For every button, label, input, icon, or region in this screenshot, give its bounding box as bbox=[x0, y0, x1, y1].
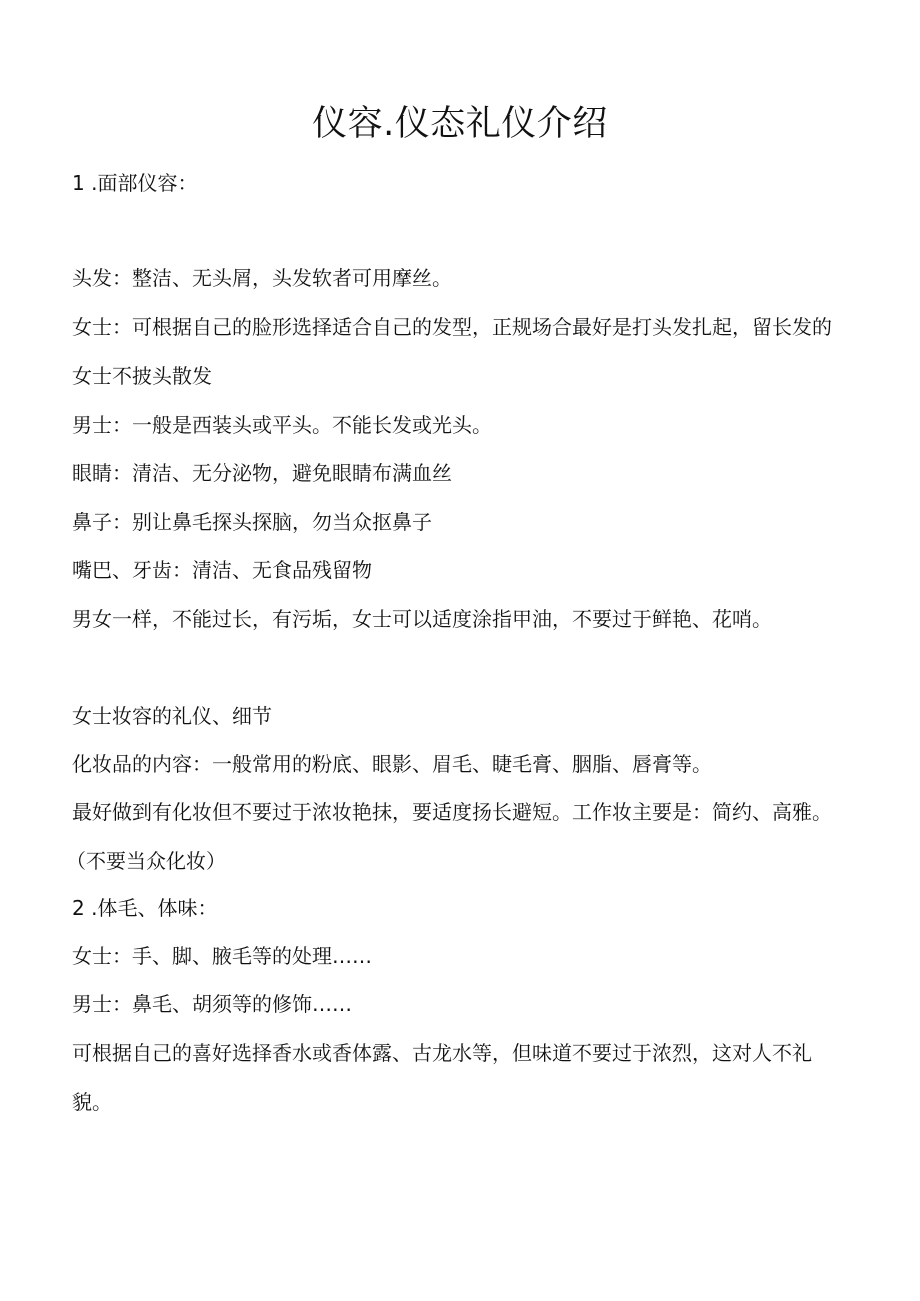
paragraph-line: 男士：鼻毛、胡须等的修饰…… bbox=[72, 992, 352, 1016]
paragraph-line: 可根据自己的喜好选择香水或香体露、古龙水等，但味道不要过于浓烈，这对人不礼 bbox=[72, 1041, 812, 1065]
paragraph-line: 化妆品的内容：一般常用的粉底、眼影、眉毛、睫毛膏、胭脂、唇膏等。 bbox=[72, 752, 712, 776]
paragraph-line: （不要当众化妆） bbox=[66, 849, 226, 873]
paragraph-line: 头发：整洁、无头屑，头发软者可用摩丝。 bbox=[72, 266, 452, 290]
paragraph-line: 眼睛：清洁、无分泌物，避免眼睛布满血丝 bbox=[72, 461, 452, 485]
paragraph-line: 女士：手、脚、腋毛等的处理…… bbox=[72, 944, 372, 968]
paragraph-line: 女士不披头散发 bbox=[72, 364, 212, 388]
section-heading: 1 .面部仪容： bbox=[72, 171, 198, 195]
paragraph-line: 貌。 bbox=[72, 1090, 112, 1114]
paragraph-line: 最好做到有化妆但不要过于浓妆艳抹，要适度扬长避短。工作妆主要是：简约、高雅。 bbox=[72, 800, 832, 824]
page-title: 仪容.仪态礼仪介绍 bbox=[312, 104, 608, 144]
subsection-heading: 女士妆容的礼仪、细节 bbox=[72, 704, 272, 728]
paragraph-line: 女士：可根据自己的脸形选择适合自己的发型，正规场合最好是打头发扎起，留长发的 bbox=[72, 315, 832, 339]
paragraph-line: 鼻子：别让鼻毛探头探脑，勿当众抠鼻子 bbox=[72, 510, 432, 534]
paragraph-line: 男士：一般是西装头或平头。不能长发或光头。 bbox=[72, 413, 492, 437]
paragraph-line: 男女一样，不能过长，有污垢，女士可以适度涂指甲油，不要过于鲜艳、花哨。 bbox=[72, 607, 772, 631]
paragraph-line: 嘴巴、牙齿：清洁、无食品残留物 bbox=[72, 558, 372, 582]
section-heading: 2 .体毛、体味： bbox=[72, 896, 218, 920]
